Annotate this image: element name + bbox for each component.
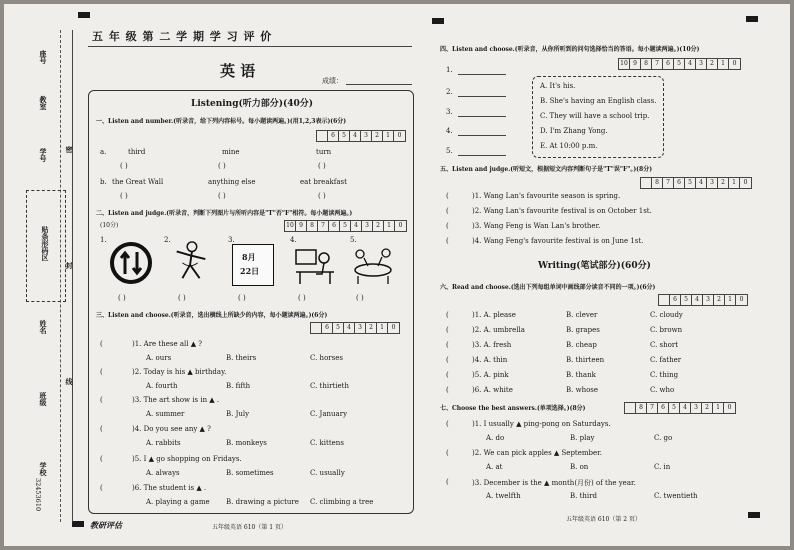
option-item: D. I'm Zhang Yong. <box>540 127 608 135</box>
answer-number: 1. <box>446 66 453 74</box>
score-label: 成绩： <box>322 77 343 85</box>
option-b: B. fifth <box>226 382 251 390</box>
word-option-c: C. who <box>650 386 675 394</box>
option-a: A. playing a game <box>146 498 210 506</box>
answer-line[interactable] <box>458 96 506 97</box>
name-label: 姓名 <box>39 320 48 334</box>
answer-blank[interactable]: ( ) <box>120 162 128 170</box>
option-b: B. drawing a picture <box>226 498 299 506</box>
answer-blank[interactable]: ( ) <box>298 294 306 302</box>
answer-paren[interactable]: ( <box>100 455 103 463</box>
section1-score-box: 6 5 4 3 2 1 0 <box>316 130 406 142</box>
item-text: turn <box>316 148 332 156</box>
answer-blank[interactable]: ( ) <box>178 294 186 302</box>
option-c: C. January <box>310 410 348 418</box>
exam-code: 32453610 <box>34 478 42 512</box>
item-text: anything else <box>208 178 256 186</box>
seat-no-label: 座号 <box>39 50 48 64</box>
footer-page-1: 五年级英语 610（第 1 页） <box>212 524 287 531</box>
corner-mark <box>746 16 758 22</box>
footer-page-2: 五年级英语 610（第 2 页） <box>566 516 641 523</box>
answer-paren[interactable]: ( <box>446 420 449 428</box>
answer-paren[interactable]: ( <box>446 237 449 245</box>
option-item: E. At 10:00 p.m. <box>540 142 598 150</box>
row-marker: a. <box>100 148 107 156</box>
question-text: )1. Are these all ▲ ? <box>132 340 203 348</box>
answer-paren[interactable]: ( <box>446 449 449 457</box>
item-text: the Great Wall <box>112 178 164 186</box>
option-b: B. sometimes <box>226 469 274 477</box>
answer-blank[interactable]: ( ) <box>218 192 226 200</box>
corner-mark <box>78 12 90 18</box>
student-at-desk-image <box>292 244 338 286</box>
question-text: )3. December is the ▲ month(月份) of the year. <box>472 479 636 487</box>
section4-title: 四、Listen and choose.(听录音，从你所听到的问句选择恰当的答语。每小题读两遍。)(10分) <box>440 46 700 53</box>
answer-paren[interactable]: ( <box>446 207 449 215</box>
item-text: third <box>128 148 146 156</box>
class-label: 班级 <box>39 392 48 406</box>
student-no-label: 学号 <box>39 148 48 162</box>
answer-blank[interactable]: ( ) <box>120 192 128 200</box>
question-text: )2. Today is his ▲ birthday. <box>132 368 227 376</box>
word-option-b: B. thank <box>566 371 596 379</box>
option-c: C. twentieth <box>654 492 698 500</box>
word-option-c: C. father <box>650 356 682 364</box>
section1-title: 一、Listen and number.(听录音，给下列内容标号。每小题读两遍。)(用1,2,3表示)(6分) <box>96 118 347 125</box>
item-text: mine <box>222 148 240 156</box>
section6-score-box: 6 5 4 3 2 1 0 <box>658 294 748 306</box>
section4-score-box: 10 9 8 7 6 5 4 3 2 1 0 <box>618 58 741 70</box>
word-option-b: B. thirteen <box>566 356 605 364</box>
answer-line[interactable] <box>458 116 506 117</box>
word-option-a: )1. A. please <box>472 311 516 319</box>
word-option-c: C. short <box>650 341 679 349</box>
answer-blank[interactable]: ( ) <box>318 162 326 170</box>
option-b: B. July <box>226 410 250 418</box>
option-c: C. go <box>654 434 673 442</box>
section2-title: 二、Listen and judge.(听录音，判断下列图片与所听内容是"T"否"F"相符。每小题读两遍。) <box>96 210 353 217</box>
word-option-b: B. clever <box>566 311 598 319</box>
answer-paren[interactable]: ( <box>446 222 449 230</box>
binding-line <box>72 30 73 522</box>
statement-text: )3. Wang Feng is Wan Lan's brother. <box>472 222 601 230</box>
question-text: )1. I usually ▲ ping-pong on Saturdays. <box>472 420 611 428</box>
answer-blank[interactable]: ( ) <box>318 192 326 200</box>
picture-number: 4. <box>290 236 297 244</box>
answer-blank[interactable]: ( ) <box>118 294 126 302</box>
barcode-area-label: 贴条形码区 <box>41 226 50 261</box>
picture-number: 2. <box>164 236 171 244</box>
option-a: A. twelfth <box>486 492 521 500</box>
word-option-a: )2. A. umbrella <box>472 326 525 334</box>
picture-number: 3. <box>228 236 235 244</box>
seal-char: 线 <box>65 378 74 385</box>
option-a: A. fourth <box>146 382 178 390</box>
answer-paren[interactable]: ( <box>100 368 103 376</box>
option-a: A. always <box>146 469 180 477</box>
picture-number: 1. <box>100 236 107 244</box>
option-c: C. climbing a tree <box>310 498 374 506</box>
answer-paren[interactable]: ( <box>446 371 449 379</box>
option-c: C. in <box>654 463 671 471</box>
option-item: A. It's his. <box>540 82 576 90</box>
score-line <box>346 84 412 85</box>
grade-title: 五 年 级 第 二 学 期 学 习 评 价 <box>92 30 273 43</box>
picture-number: 5. <box>350 236 357 244</box>
option-item: C. They will have a school trip. <box>540 112 650 120</box>
tai-chi-person-image <box>168 240 214 282</box>
seal-char: 封 <box>65 262 74 269</box>
question-text: )3. The art show is in ▲ . <box>132 396 220 404</box>
answer-number: 5. <box>446 147 453 155</box>
answer-line[interactable] <box>458 74 506 75</box>
question-text: )5. I ▲ go shopping on Fridays. <box>132 455 242 463</box>
option-a: A. rabbits <box>146 439 181 447</box>
option-a: A. do <box>486 434 505 442</box>
section5-score-box: 8 7 6 5 4 3 2 1 0 <box>640 177 752 189</box>
subject-title: 英 语 <box>220 62 256 80</box>
word-option-a: )3. A. fresh <box>472 341 512 349</box>
section2-points: (10分) <box>100 222 119 229</box>
question-text: )6. The student is ▲ . <box>132 484 207 492</box>
statement-text: )1. Wang Lan's favourite season is spring. <box>472 192 621 200</box>
calendar-day: 22日 <box>240 266 260 276</box>
word-option-c: C. cloudy <box>650 311 683 319</box>
option-a: A. at <box>486 463 503 471</box>
option-item: B. She's having an English class. <box>540 97 657 105</box>
option-a: A. ours <box>146 354 172 362</box>
listening-title: Listening(听力部分)(40分) <box>191 99 314 109</box>
answer-line[interactable] <box>458 155 506 156</box>
question-text: )2. We can pick apples ▲ September. <box>472 449 602 457</box>
word-option-b: B. grapes <box>566 326 600 334</box>
word-option-a: )5. A. pink <box>472 371 509 379</box>
answer-paren[interactable]: ( <box>446 311 449 319</box>
option-b: B. play <box>570 434 595 442</box>
answer-paren[interactable]: ( <box>100 340 103 348</box>
answer-paren[interactable]: ( <box>100 484 103 492</box>
option-c: C. horses <box>310 354 343 362</box>
answer-paren[interactable]: ( <box>446 341 449 349</box>
option-b: B. on <box>570 463 589 471</box>
footer-brand: 教研评估 <box>90 520 122 530</box>
question-text: )4. Do you see any ▲ ? <box>132 425 211 433</box>
statement-text: )4. Wang Feng's favourite festival is on June 1st. <box>472 237 644 245</box>
option-c: C. thirtieth <box>310 382 349 390</box>
answer-paren[interactable]: ( <box>100 396 103 404</box>
dining-table-image <box>350 244 396 286</box>
row-marker: b. <box>100 178 107 186</box>
option-c: C. usually <box>310 469 345 477</box>
answer-paren[interactable]: ( <box>446 386 449 394</box>
section5-title: 五、Listen and judge.(听短文，根据短文内容判断句子是"T"误"F"。)(8分) <box>440 166 653 173</box>
school-label: 学校 <box>39 462 48 476</box>
section3-score-box: 6 5 4 3 2 1 0 <box>310 322 400 334</box>
word-option-a: )4. A. thin <box>472 356 508 364</box>
answer-paren[interactable]: ( <box>100 425 103 433</box>
statement-text: )2. Wang Lan's favourite festival is on October 1st. <box>472 207 652 215</box>
corner-mark <box>432 18 444 24</box>
option-c: C. kittens <box>310 439 344 447</box>
answer-paren[interactable]: ( <box>446 326 449 334</box>
section3-title: 三、Listen and choose.(听录音，选出横线上所缺少的内容，每小题读两遍。)(6分) <box>96 312 328 319</box>
seal-char: 密 <box>65 146 74 153</box>
option-b: B. third <box>570 492 597 500</box>
answer-number: 4. <box>446 127 453 135</box>
corner-mark <box>748 512 760 518</box>
answer-line[interactable] <box>458 135 506 136</box>
answer-blank[interactable]: ( ) <box>218 162 226 170</box>
answer-paren[interactable]: ( <box>446 478 449 486</box>
section2-score-box: 10 9 8 7 6 5 4 3 2 1 0 <box>284 220 407 232</box>
calendar-month: 8月 <box>242 252 256 262</box>
word-option-c: C. brown <box>650 326 683 334</box>
corner-mark <box>72 521 84 527</box>
section7-title: 七、Choose the best answers.(单项选择。)(8分) <box>440 405 586 412</box>
word-option-b: B. cheap <box>566 341 597 349</box>
word-option-a: )6. A. white <box>472 386 513 394</box>
answer-blank[interactable]: ( ) <box>356 294 364 302</box>
answer-blank[interactable]: ( ) <box>238 294 246 302</box>
option-b: B. theirs <box>226 354 257 362</box>
answer-paren[interactable]: ( <box>446 356 449 364</box>
word-option-c: C. thing <box>650 371 679 379</box>
answer-number: 3. <box>446 108 453 116</box>
answer-paren[interactable]: ( <box>446 192 449 200</box>
section7-score-box: 8 7 6 5 4 3 2 1 0 <box>624 402 736 414</box>
option-a: A. summer <box>146 410 185 418</box>
no-overtaking-sign-image <box>108 242 154 284</box>
item-text: eat breakfast <box>300 178 347 186</box>
writing-title: Writing(笔试部分)(60分) <box>538 261 651 271</box>
classroom-label: 教室 <box>39 96 48 110</box>
option-b: B. monkeys <box>226 439 267 447</box>
word-option-b: B. whose <box>566 386 599 394</box>
title-rule <box>88 46 412 47</box>
calendar-page <box>232 244 274 286</box>
section6-title: 六、Read and choose.(选出下列每组单词中画线部分读音不同的一项。)(6分) <box>440 284 656 291</box>
answer-number: 2. <box>446 88 453 96</box>
